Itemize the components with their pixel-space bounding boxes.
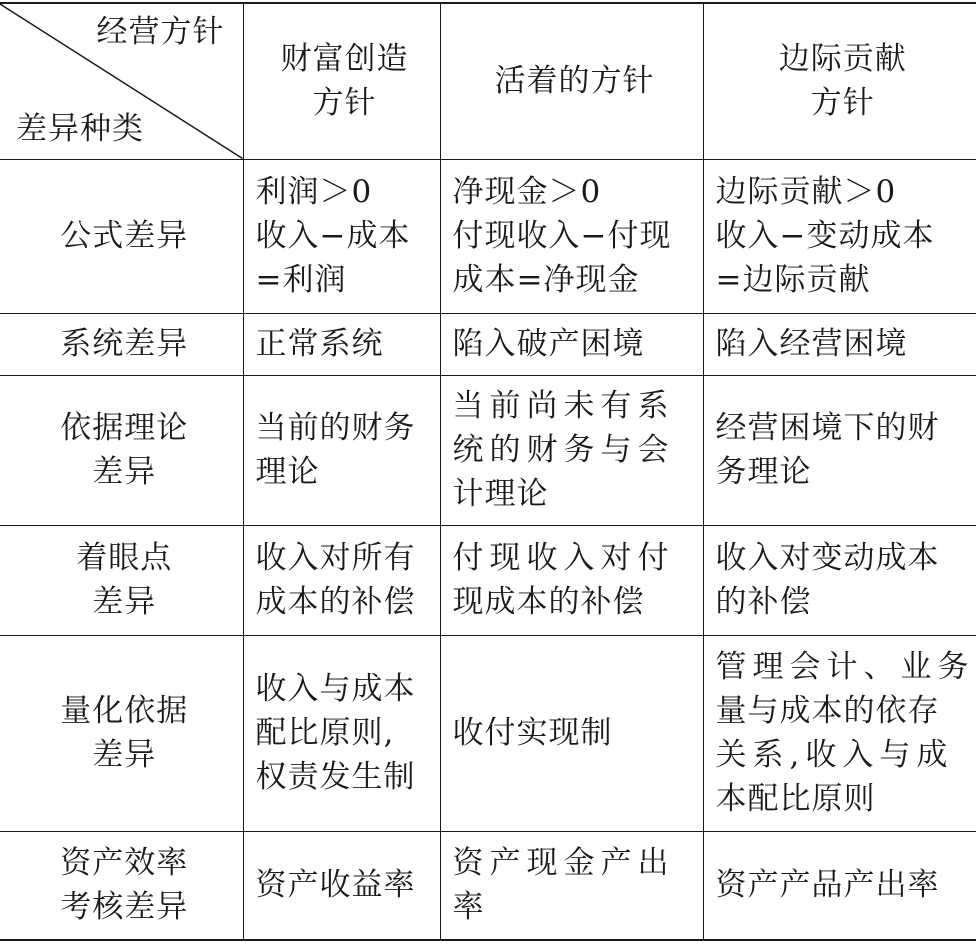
cell-text-line: 收付实现制: [452, 715, 613, 751]
header-row: [0, 3, 976, 159]
cell-text-line: 权责发生制: [255, 759, 416, 795]
cell-text-line: 正常系统: [255, 326, 384, 362]
cell-text-line: 付现收入−付现: [452, 218, 672, 254]
table-cell: [440, 375, 703, 525]
cell-text-line: 资产产品产出率: [715, 867, 940, 904]
header-text-line: 边际贡献: [778, 41, 907, 78]
table-cell: [440, 525, 703, 635]
row-label-line: 量化依据: [60, 693, 189, 729]
cell-text-line: 陷入破产困境: [452, 326, 645, 362]
table-cell: [243, 375, 440, 525]
cell-text-line: 当前的财务: [255, 410, 416, 446]
cell-text-line: 理论: [255, 454, 320, 490]
cell-text-line: 资产收益率: [255, 867, 416, 904]
table-cell: [703, 525, 976, 635]
table-cell: [703, 635, 976, 831]
corner-label-difference-type: 差异种类: [16, 110, 144, 147]
cell-text-line: 的补偿: [715, 584, 812, 620]
table-cell: [440, 313, 703, 375]
row-label-line: 差异: [92, 584, 157, 620]
cell-text-line: 成本=净现金: [452, 262, 640, 298]
policy-comparison-table: [0, 2, 976, 941]
cell-text-line: 收入−变动成本: [715, 218, 935, 254]
row-label-line: 依据理论: [60, 410, 189, 446]
row-label-asset-efficiency: [0, 831, 243, 940]
row-label-line: 公式差异: [60, 218, 189, 254]
table-cell: [243, 313, 440, 375]
corner-header-cell: [0, 3, 243, 159]
cell-text-line: =利润: [255, 262, 347, 298]
table-cell: [440, 831, 703, 940]
table-row-asset-efficiency: [0, 831, 976, 940]
header-text-line: 财富创造: [280, 41, 409, 78]
cell-text-line: 收入对所有: [255, 540, 416, 576]
column-header-wealth-creation: [243, 3, 440, 159]
table-cell: [703, 313, 976, 375]
header-text-line: 方针: [810, 85, 875, 122]
table-row-formula: [0, 159, 976, 313]
cell-text-line: 成本的补偿: [255, 584, 416, 620]
table-cell: [243, 159, 440, 313]
cell-text-line: 付现收入对付: [452, 540, 675, 576]
row-label-theory: [0, 375, 243, 525]
cell-text-line: 净现金＞0: [452, 174, 602, 210]
cell-text-line: 收入−成本: [255, 218, 411, 254]
table-row-system: [0, 313, 976, 375]
cell-text-line: 收入对变动成本: [715, 540, 940, 576]
table-cell: [703, 159, 976, 313]
cell-text-line: 收入与成本: [255, 671, 416, 707]
corner-label-policy: 经营方针: [96, 14, 225, 50]
cell-text-line: 配比原则,: [255, 715, 395, 751]
table-row-focus: [0, 525, 976, 635]
cell-text-line: =边际贡献: [715, 262, 871, 298]
table-cell: [440, 159, 703, 313]
cell-text-line: 统的财务与会: [452, 432, 675, 468]
row-label-line: 资产效率: [60, 845, 189, 882]
cell-text-line: 量与成本的依存: [715, 693, 940, 729]
row-label-line: 差异: [92, 454, 157, 490]
table-cell: [440, 635, 703, 831]
cell-text-line: 当前尚未有系: [452, 388, 675, 424]
table-row-theory: [0, 375, 976, 525]
header-text-line: 活着的方针: [494, 63, 655, 100]
cell-text-line: 边际贡献＞0: [715, 174, 897, 210]
row-label-focus: [0, 525, 243, 635]
row-label-formula: [0, 159, 243, 313]
column-header-survival: [440, 3, 703, 159]
row-label-quantification: [0, 635, 243, 831]
table-cell: [703, 375, 976, 525]
header-text-line: 方针: [312, 85, 377, 122]
cell-text-line: 率: [452, 889, 485, 926]
row-label-line: 着眼点: [76, 540, 173, 576]
row-label-line: 差异: [92, 737, 157, 773]
table-row-quantification: [0, 635, 976, 831]
cell-text-line: 陷入经营困境: [715, 326, 908, 362]
cell-text-line: 资产现金产出: [452, 845, 675, 882]
cell-text-line: 利润＞0: [255, 174, 373, 210]
cell-text-line: 关系,收入与成: [715, 737, 954, 773]
table-cell: [703, 831, 976, 940]
cell-text-line: 本配比原则: [715, 781, 876, 817]
cell-text-line: 管理会计、业务: [715, 649, 975, 685]
row-label-line: 考核差异: [60, 889, 189, 926]
cell-text-line: 经营困境下的财: [715, 410, 940, 446]
cell-text-line: 务理论: [715, 454, 812, 490]
row-label-line: 系统差异: [60, 326, 189, 362]
table-cell: [243, 525, 440, 635]
row-label-system: [0, 313, 243, 375]
cell-text-line: 现成本的补偿: [452, 584, 645, 620]
cell-text-line: 计理论: [452, 476, 549, 512]
table-cell: [243, 635, 440, 831]
table-cell: [243, 831, 440, 940]
column-header-marginal-contribution: [703, 3, 976, 159]
